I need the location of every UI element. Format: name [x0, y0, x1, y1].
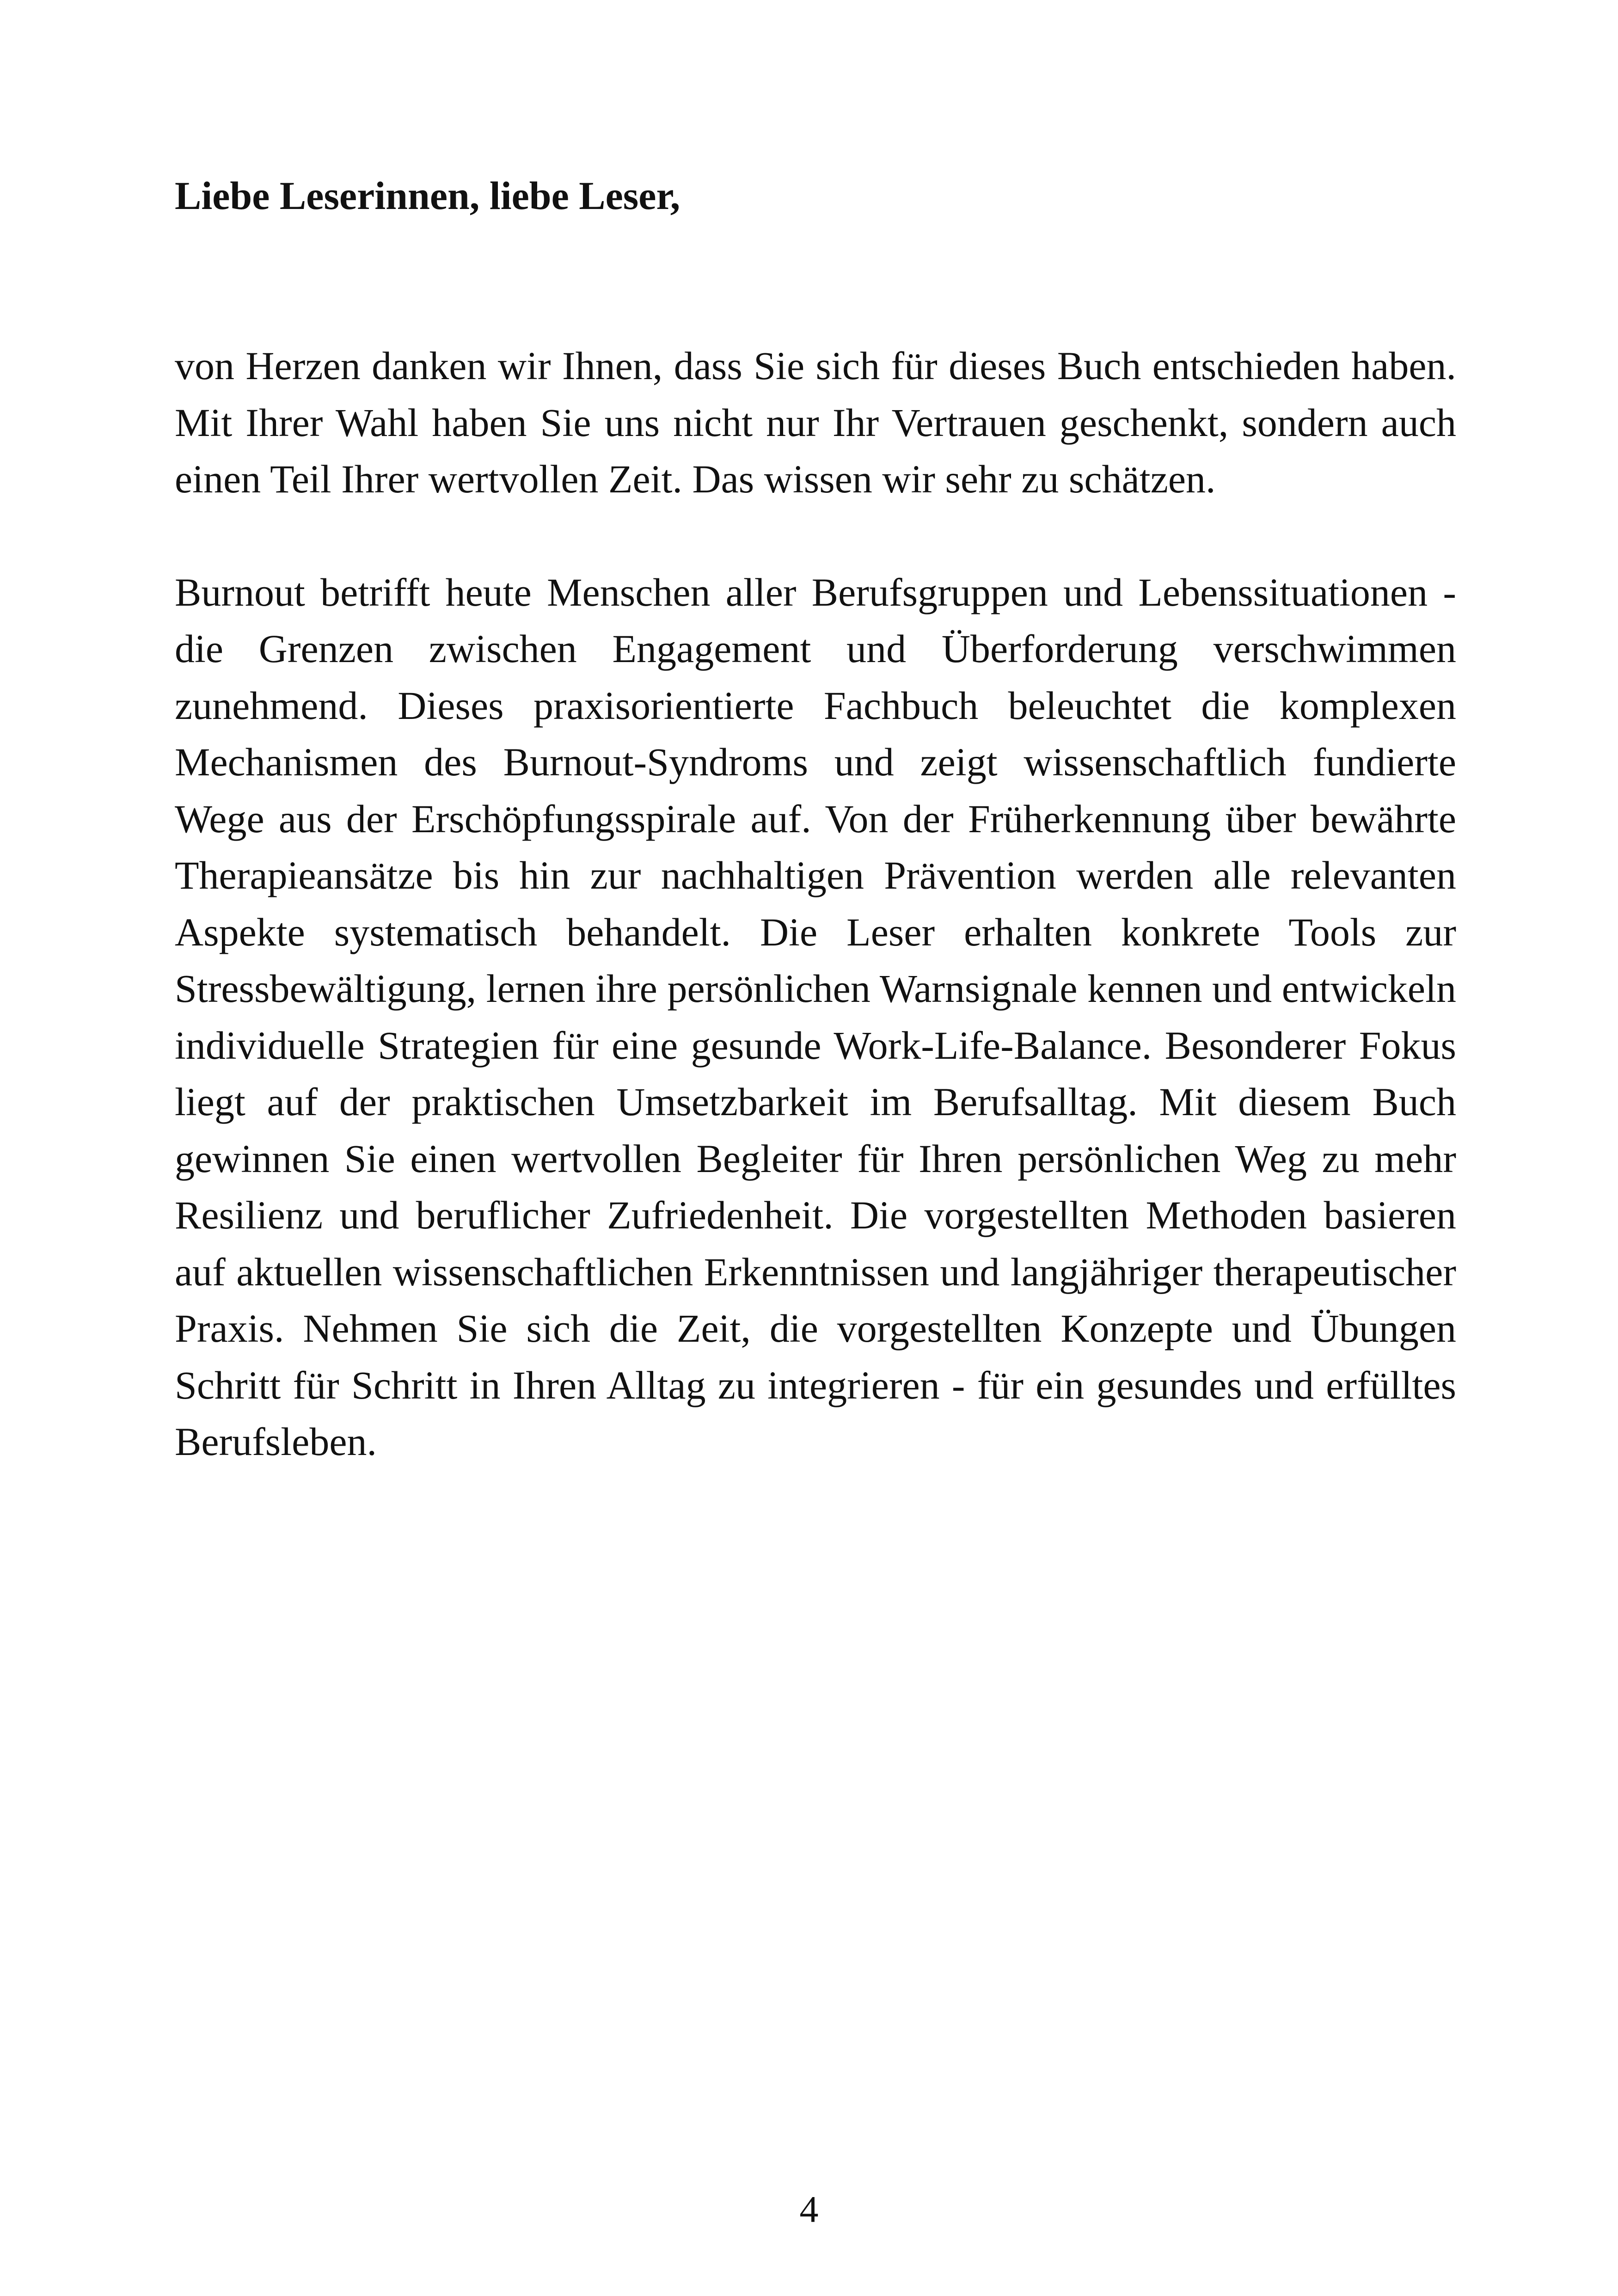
main-paragraph: Burnout betrifft heute Menschen aller Berufsgruppen und Lebenssituationen - die Grenzen zwischen Engagement und Überforderung verschwimmen zunehmend. Dieses praxisorientierte Fachbuch beleuchtet die komplexen Mechanismen des Burnout-Syndroms und zeigt wissenschaftlich fundierte Wege aus der Erschöpfungsspirale auf. Von der Früherkennung über bewährte Therapieansätze bis hin zur nachhaltigen Prävention werden alle relevanten Aspekte systematisch behandelt. Die Leser erhalten konkrete Tools zur Stressbewältigung, lernen ihre persönlichen Warnsignale kennen und entwickeln individuelle Strategien für eine gesunde Work-Life-Balance. Besonderer Fokus liegt auf der praktischen Umsetzbarkeit im Berufsalltag. Mit diesem Buch gewinnen Sie einen wertvollen Begleiter für Ihren persönlichen Weg zu mehr Resilienz und beruflicher Zufriedenheit. Die vorgestellten Methoden basieren auf aktuellen wissenschaftlichen Erkenntnissen und langjähriger therapeutischer Praxis. Nehmen Sie sich die Zeit, die vorgestellten Konzepte und Übungen Schritt für Schritt in Ihren Alltag zu integrieren - für ein gesundes und erfülltes Berufsleben. [175, 570, 1456, 1464]
intro-paragraph: von Herzen danken wir Ihnen, dass Sie sich für dieses Buch entschieden haben. Mit Ihrer Wahl haben Sie uns nicht nur Ihr Vertrauen geschenkt, sondern auch einen Teil Ihrer wertvollen Zeit. Das wissen wir sehr zu schätzen. [175, 344, 1456, 501]
body-text [175, 338, 1456, 1470]
salutation-heading: Liebe Leserinnen, liebe Leser, [175, 173, 680, 218]
page-number: 4 [799, 2188, 819, 2230]
